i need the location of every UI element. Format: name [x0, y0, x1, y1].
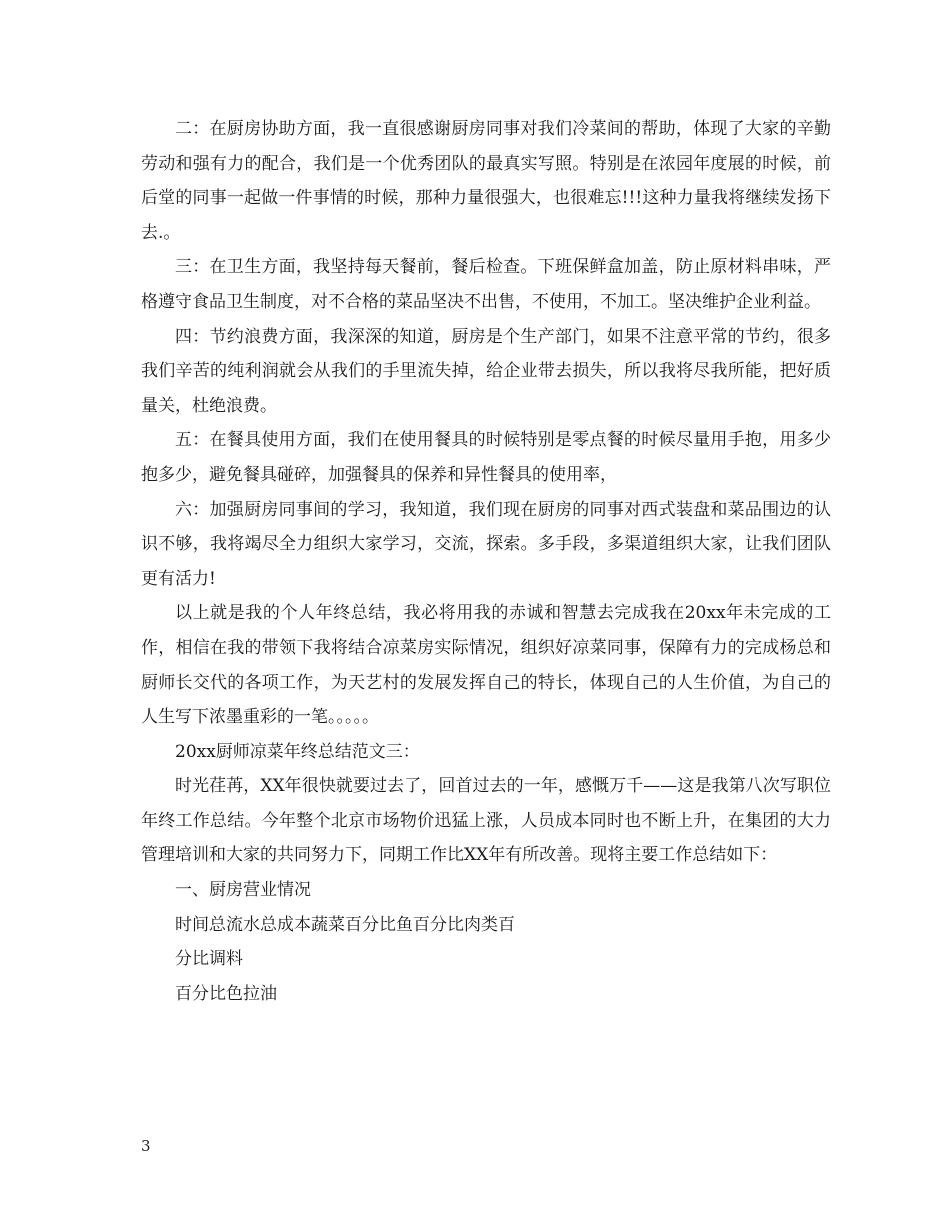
table-header-line-3: 百分比色拉油	[175, 983, 277, 1004]
paragraph-tableware: 五：在餐具使用方面，我们在使用餐具的时候特别是零点餐的时候尽量用手抱，用多少抱多少，避免餐具碰碎，加强餐具的保养和异性餐具的使用率，	[141, 430, 831, 485]
table-header-line-2: 分比调料	[175, 949, 243, 970]
table-header-line-1: 时间总流水总成本蔬菜百分比鱼百分比肉类百	[175, 914, 515, 935]
paragraph-learning: 六：加强厨房同事间的学习，我知道，我们现在厨房的同事对西式装盘和菜品围边的认识不够，我将竭尽全力组织大家学习，交流，探索。多手段，多渠道组织大家，让我们团队更有活力!	[141, 499, 831, 589]
paragraph-hygiene: 三：在卫生方面，我坚持每天餐前，餐后检查。下班保鲜盒加盖，防止原材料串味，严格遵守食品卫生制度，对不合格的菜品坚决不出售，不使用，不加工。坚决维护企业利益。	[141, 257, 831, 312]
paragraph-intro: 时光荏苒，XX年很快就要过去了，回首过去的一年，感慨万千——这是我第八次写职位年终工作总结。今年整个北京市场物价迅猛上涨，人员成本同时也不断上升，在集团的大力管理培训和大家的共同努力下，同期工作比XX年有所改善。现将主要工作总结如下：	[141, 776, 831, 866]
section-heading-sample-three: 20xx厨师凉菜年终总结范文三：	[175, 741, 420, 762]
paragraph-summary: 以上就是我的个人年终总结，我必将用我的赤诚和智慧去完成我在20xx年未完成的工作，相信在我的带领下我将结合凉菜房实际情况，组织好凉菜同事，保障有力的完成杨总和厨师长交代的各项工作，为天艺村的发展发挥自己的特长，体现自己的人生价值，为自己的人生写下浓墨重彩的一笔。。。。。	[141, 603, 831, 728]
document-body	[141, 112, 831, 1011]
section-heading-kitchen-business: 一、厨房营业情况	[175, 880, 311, 901]
paragraph-save-waste: 四：节约浪费方面，我深深的知道，厨房是个生产部门，如果不注意平常的节约，很多我们辛苦的纯利润就会从我们的手里流失掉，给企业带去损失，所以我将尽我所能，把好质量关，杜绝浪费。	[141, 326, 831, 416]
page-number: 3	[141, 1137, 151, 1155]
paragraph-kitchen-cooperation: 二：在厨房协助方面，我一直很感谢厨房同事对我们冷菜间的帮助，体现了大家的辛勤劳动和强有力的配合，我们是一个优秀团队的最真实写照。特别是在浓园年度展的时候，前后堂的同事一起做一件事情的时候，那种力量很强大，也很难忘!!!这种力量我将继续发扬下去.。	[141, 119, 831, 243]
